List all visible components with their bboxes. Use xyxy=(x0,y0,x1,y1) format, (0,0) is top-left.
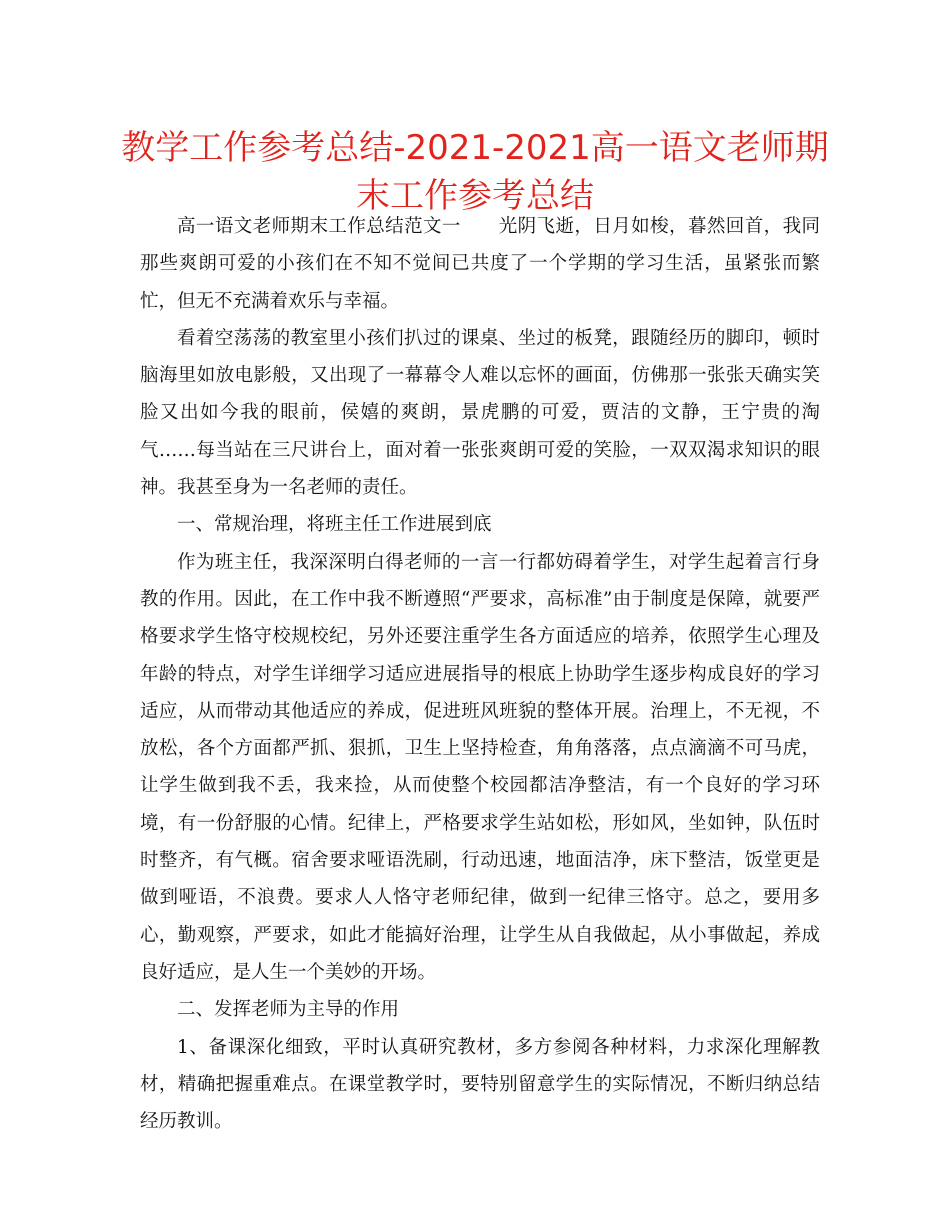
paragraph: 看着空荡荡的教室里小孩们扒过的课桌、坐过的板凳，跟随经历的脚印，顿时脑海里如放电影般，又出现了一幕幕令人难以忘怀的画面，仿佛那一张张天确实笑脸又出如今我的眼前，侯嬉的爽朗，景虎鹏的可爱，贾洁的文静，王宁贵的淘气……每当站在三尺讲台上，面对着一张张爽朗可爱的笑脸，一双双渴求知识的眼神。我甚至身为一名老师的责任。 xyxy=(140,327,820,499)
paragraph: 作为班主任，我深深明白得老师的一言一行都妨碍着学生，对学生起着言行身教的作用。因此，在工作中我不断遵照“严要求，高标准”由于制度是保障，就要严格要求学生恪守校规校纪，另外还要注重学生各方面适应的培养，依照学生心理及年龄的特点，对学生详细学习适应进展指导的根底上协助学生逐步构成良好的学习适应，从而带动其他适应的养成，促进班风班貌的整体开展。治理上，不无视，不放松，各个方面都严抓、狠抓，卫生上坚持检查，角角落落，点点滴滴不可马虎，让学生做到我不丢，我来捡，从而使整个校园都洁净整洁，有一个良好的学习环境，有一份舒服的心情。纪律上，严格要求学生站如松，形如风，坐如钟，队伍时时整齐，有气概。宿舍要求哑语洗刷，行动迅速，地面洁净，床下整洁，饭堂更是做到哑语，不浪费。要求人人恪守老师纪律，做到一纪律三恪守。总之，要用多心，勤观察，严要求，如此才能搞好治理，让学生从自我做起，从小事做起，养成良好适应，是人生一个美妙的开场。 xyxy=(140,551,820,983)
paragraph: 高一语文老师期末工作总结范文一 光阴飞逝，日月如梭，暮然回首，我同那些爽朗可爱的小孩们在不知不觉间已共度了一个学期的学习生活，虽紧张而繁忙，但无不充满着欢乐与幸福。 xyxy=(140,216,820,312)
document-body xyxy=(140,208,820,1140)
paragraph: 1、备课深化细致，平时认真研究教材，多方参阅各种材料，力求深化理解教材，精确把握重难点。在课堂教学时，要特别留意学生的实际情况，不断归纳总结经历教训。 xyxy=(140,1036,820,1133)
document-title: 教学工作参考总结-2021-2021高一语文老师期末工作参考总结 xyxy=(121,128,829,216)
section-heading: 二、发挥老师为主导的作用 xyxy=(177,999,400,1021)
section-heading: 一、常规治理，将班主任工作进展到底 xyxy=(177,514,492,536)
